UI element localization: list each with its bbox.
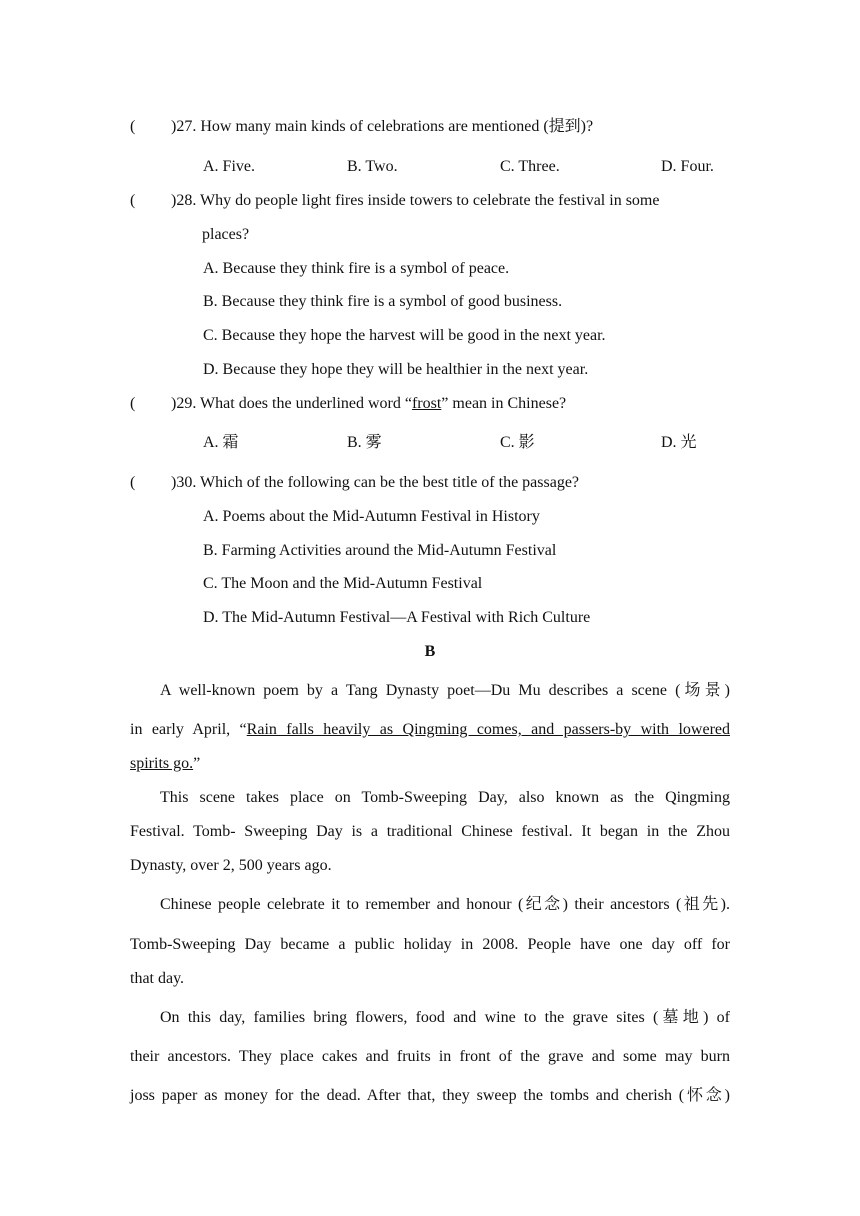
q30-option-b: B. Farming Activities around the Mid-Autumn Festival [203,542,557,559]
q27-option-a: A. Five. [203,158,255,175]
q29-text-post: ” mean in Chinese? [441,395,567,412]
passage-p3-line2: Tomb-Sweeping Day became a public holiday in 2008. People have one day off for [130,936,730,953]
passage-p2-line1: This scene takes place on Tomb-Sweeping Day, also known as the Qingming [160,789,730,806]
q28-option-b: B. Because they think fire is a symbol of good business. [203,293,563,310]
answer-bracket-30: ( [130,474,136,491]
passage-p4-line1: On this day, families bring flowers, food and wine to the grave sites (墓地) of [160,1009,730,1026]
answer-bracket-29: ( [130,395,136,412]
passage-p1-line3 [130,754,730,774]
q29-option-c: C. 影 [500,434,535,451]
p1-quote-close: ” [193,755,201,772]
question-29-text [171,394,566,414]
passage-p4-line2: their ancestors. They place cakes and fruits in front of the grave and some may burn [130,1048,730,1065]
q28-option-d: D. Because they hope they will be healthier in the next year. [203,361,589,378]
q29-option-d: D. 光 [661,434,697,451]
q27-option-d: D. Four. [661,158,714,175]
q28-option-c: C. Because they hope the harvest will be good in the next year. [203,327,606,344]
q29-option-b: B. 雾 [347,434,382,451]
question-27-text: )27. How many main kinds of celebrations are mentioned (提到)? [171,118,594,135]
underlined-word-frost: frost [411,395,442,412]
passage-p3-line1: Chinese people celebrate it to remember and honour (纪念) their ancestors (祖先). [160,896,730,913]
answer-bracket-27: ( [130,118,136,135]
question-28-continuation: places? [202,226,250,243]
q29-option-a: A. 霜 [203,434,239,451]
question-28-text: )28. Why do people light fires inside towers to celebrate the festival in some [171,192,660,209]
p1-underlined-quote: Rain falls heavily as Qingming comes, and passers-by with lowered [246,721,730,738]
p1-line2-pre: in early April, “ [130,721,247,738]
q30-option-a: A. Poems about the Mid-Autumn Festival in History [203,508,540,525]
q30-option-d: D. The Mid-Autumn Festival—A Festival with Rich Culture [203,609,591,626]
passage-p4-line3: joss paper as money for the dead. After that, they sweep the tombs and cherish (怀念) [130,1087,730,1104]
q27-option-c: C. Three. [500,158,560,175]
q28-option-a: A. Because they think fire is a symbol of peace. [203,260,510,277]
passage-p2-line3: Dynasty, over 2, 500 years ago. [130,857,332,874]
q30-option-c: C. The Moon and the Mid-Autumn Festival [203,575,483,592]
p1-underlined-quote-end: spirits go. [130,755,194,772]
passage-p1-line2 [130,720,730,740]
section-heading-b: B [424,643,436,660]
passage-p3-line3: that day. [130,970,185,987]
q29-text-pre: )29. What does the underlined word “ [171,395,412,412]
passage-p2-line2: Festival. Tomb- Sweeping Day is a traditional Chinese festival. It began in the Zhou [130,823,730,840]
question-30-text: )30. Which of the following can be the best title of the passage? [171,474,580,491]
q27-option-b: B. Two. [347,158,398,175]
passage-p1-line1: A well-known poem by a Tang Dynasty poet—Du Mu describes a scene (场景) [160,682,730,699]
answer-bracket-28: ( [130,192,136,209]
